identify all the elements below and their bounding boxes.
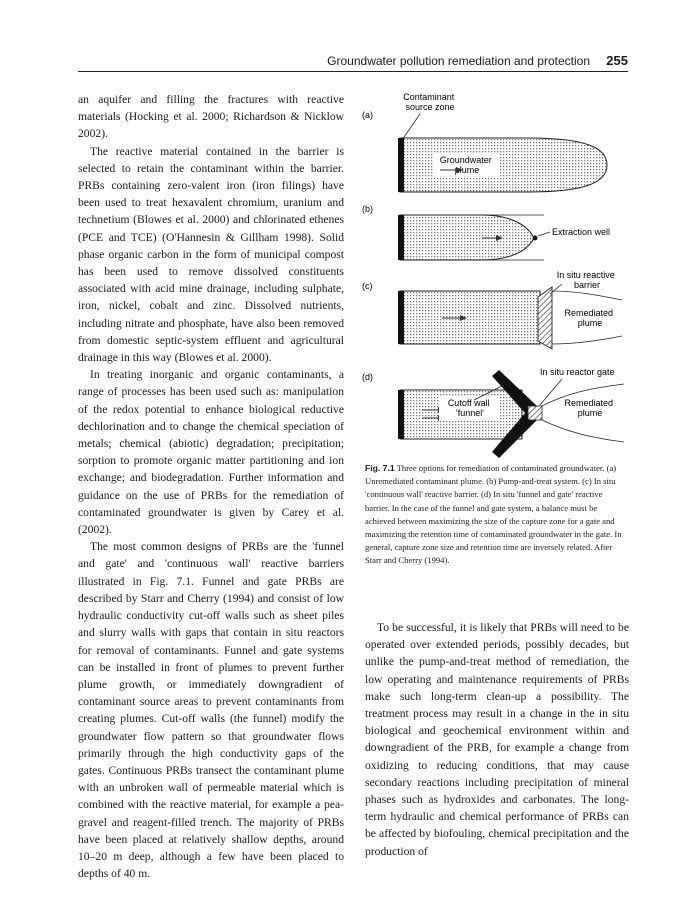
pumped-plume: [400, 215, 534, 260]
source-zone-label-line: source zone: [405, 102, 455, 112]
paragraph: The most common designs of PRBs are the 'funnel and gate' and 'continuous wall' reactive barriers illustrated in Fig. 7.1. Funnel and gate PRBs are described by Starr and Cherry (1994) and consist of low hydraulic conductivity cut-off walls such as sheet piles and slurry walls with gaps that contain in situ reactors for removal of contaminants. Funnel and gate systems can be installed in front of plumes to prevent further plume growth, or immediately downgradient of contaminant source areas to prevent contaminants from creating plumes. Cut-off walls (the funnel) modify the groundwater flow pattern so that groundwater flows primarily through the high conductivity gaps of the gates. Continuous PRBs transect the contaminant plume with an unbroken wall of permeable material which is combined with the reactive material, for example a pea-gravel and reagent-filled trench. The majority of PRBs have been placed at relatively shallow depths, around 10–20 m deep, although a few have been placed to depths of 40 m.: [78, 540, 344, 881]
reactive-barrier-label: [557, 270, 618, 290]
remediated-plume-label-line: plume: [577, 318, 603, 328]
panel-label-a: (a): [362, 110, 373, 120]
source-zone: [398, 291, 404, 344]
leader-line: [538, 232, 550, 236]
extraction-well-icon: [533, 236, 538, 241]
running-header: [78, 50, 628, 72]
paragraph: To be successful, it is likely that PRBs will need to be operated over extended periods, possibly decades, but unlike the pump-and-treat method of remediation, the low operating and maintenance requirements of PRBs make such long-term clean-up a possibility. The treatment process may result in a change in the in situ biological and geochemical environment within and downgradient of the PRB, for example a change from oxidizing to reducing conditions, that may cause secondary reactions including precipitation of mineral phases such as hydroxides and carbonates. The long-term hydraulic and chemical performance of PRBs can be affected by biofouling, chemical precipitation and the production of: [365, 621, 629, 858]
contaminated-plume: [400, 291, 540, 344]
source-zone: [398, 215, 404, 260]
caption-label: Fig. 7.1: [365, 463, 395, 473]
groundwater-plume: [400, 138, 607, 192]
source-zone-label-line: Contaminant: [403, 92, 455, 102]
running-title: Groundwater pollution remediation and protection: [327, 54, 590, 68]
panel-label-b: (b): [362, 204, 373, 214]
reactor-gate-label: In situ reactor gate: [540, 367, 615, 377]
left-text-column: [78, 91, 344, 882]
right-text-column: [365, 619, 629, 860]
remediated-plume-label: [564, 308, 615, 328]
leader-line: [402, 114, 420, 140]
cutoff-wall-label-line: Cutoff wall: [447, 398, 490, 408]
source-zone-label: [403, 92, 457, 112]
page-number: 255: [606, 53, 628, 68]
leader-line: [540, 379, 562, 405]
paragraph: In treating inorganic and organic contaminants, a range of processes has been used such as: manipulation of the redox potential to enhance biological reductive dechlorination and to change the chemical speciation of metals; chemical (abiotic) degradation; precipitation; sorption to promote organic matter partitioning and ion exchange; and biodegradation. Further information and guidance on the use of PRBs for the remediation of contaminated groundwater is given by Carey et al. (2002).: [78, 368, 344, 537]
continuous-wall-barrier: [538, 287, 552, 349]
extraction-well-label: Extraction well: [552, 227, 611, 237]
source-zone: [398, 138, 404, 192]
figure-7-1: [362, 88, 632, 458]
reactor-gate: [528, 406, 542, 420]
remediated-plume-label-line: plume: [577, 408, 603, 418]
plume-label-line: Groundwater: [439, 155, 492, 165]
cutoff-wall-label-line: 'funnel': [456, 408, 484, 418]
paragraph: an aquifer and filling the fractures with reactive materials (Hocking et al. 2000; Richardson & Nicklow 2002).: [78, 93, 344, 141]
source-zone: [398, 390, 404, 439]
panel-label-d: (d): [362, 372, 373, 382]
remediated-plume-label-line: Remediated: [564, 398, 614, 408]
figure-caption: [365, 462, 627, 568]
panel-label-c: (c): [362, 281, 373, 291]
remediated-plume-label-line: Remediated: [564, 308, 614, 318]
reactive-barrier-label-line: barrier: [573, 280, 601, 290]
caption-text: Three options for remediation of contaminated groundwater. (a) Unremediated contaminant plume. (b) Pump-and-treat system. (c) In situ 'continuous wall' reactive barrier. (d) In situ 'funnel and gate' reactive barrier. In the case of the funnel and gate system, a balance must be achieved between maximizing the size of the capture zone for a gate and maximizing the retention time of contaminated groundwater in the gate. In general, capture zone size and retention time are inversely related. After Starr and Cherry (1994).: [365, 463, 622, 566]
remediated-plume-label: [564, 398, 615, 418]
reactive-barrier-label-line: In situ reactive: [556, 270, 615, 280]
plume-label-line: plume: [454, 165, 480, 175]
paragraph: The reactive material contained in the barrier is selected to retain the contaminant within the barrier. PRBs containing zero-valent iron (iron filings) have been used to treat hexavalent chromium, uranium and technetium (Blowes et al. 2000) and chlorinated ethenes (PCE and TCE) (O'Hannesin & Gillham 1998). Solid phase organic carbon in the form of municipal compost has been used to remove dissolved constituents associated with acid mine drainage, including sulphate, iron, nickel, cobalt and zinc. Dissolved nutrients, including nitrate and phosphate, have also been removed from domestic septic-system effluent and agricultural drainage in this way (Blowes et al. 2000).: [78, 144, 344, 365]
